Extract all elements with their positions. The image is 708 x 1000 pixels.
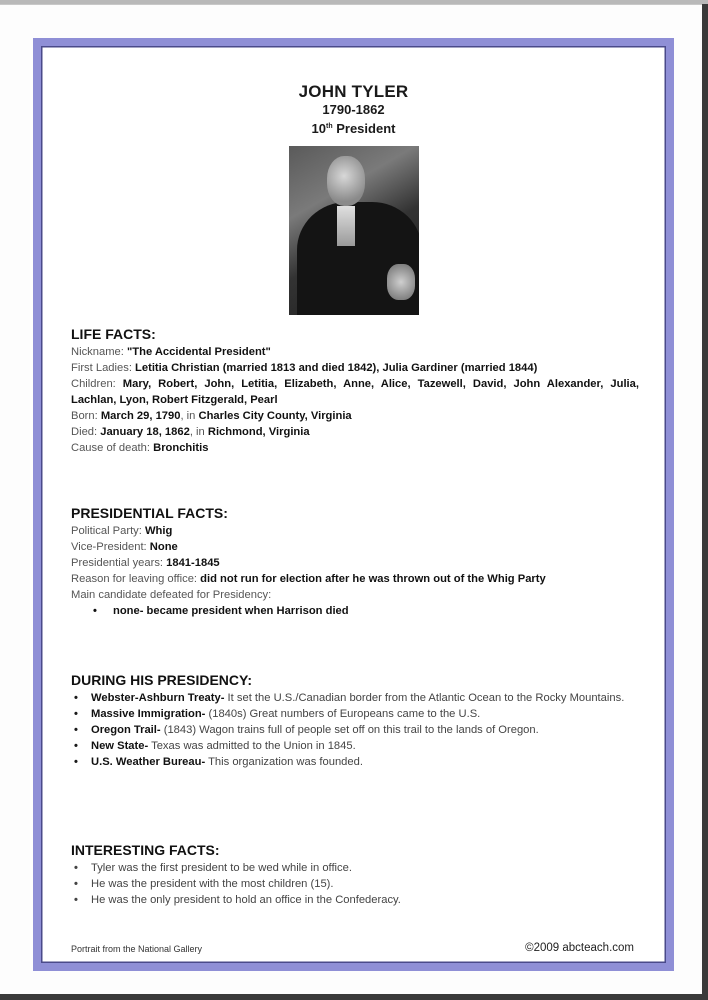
document-page [0,4,702,994]
list-item: • He was the president with the most children (15). [71,876,639,892]
nickname-label: Nickname: [71,346,127,358]
defeated-row [71,587,639,603]
years-value: 1841-1845 [166,557,220,569]
item-title: Webster-Ashburn Treaty- [91,692,225,704]
cause-of-death-row [71,440,639,456]
list-item [71,722,639,738]
reason-label: Reason for leaving office: [71,573,201,585]
born-place: Charles City County, Virginia [198,410,352,422]
reason-row [71,571,639,587]
nickname-row [71,344,639,360]
party-label: Political Party: [71,525,145,537]
nickname-value: "The Accidental President" [126,346,271,358]
presidential-facts-section [71,505,639,619]
life-facts-heading: LIFE FACTS: [71,326,156,342]
died-label: Died: [71,426,101,438]
children-row [71,376,639,408]
item-text: (1840s) Great numbers of Europeans came to the U.S. [205,708,481,720]
lifespan-years: 1790-1862 [322,102,385,117]
page-border-frame [33,38,674,971]
died-date: January 18, 1862 [100,426,190,438]
president-name: JOHN TYLER [298,82,409,101]
list-item [71,738,639,754]
presidential-facts-heading: PRESIDENTIAL FACTS: [71,505,228,521]
years-label: Presidential years: [71,557,167,569]
defeated-list [71,603,639,619]
cause-label: Cause of death: [71,442,154,454]
portrait-image [289,146,419,315]
first-ladies-label: First Ladies: [71,362,136,374]
born-row [71,408,639,424]
item-text: This organization was founded. [205,756,363,768]
died-in: , in [189,426,208,438]
during-presidency-heading: DURING HIS PRESIDENCY: [71,672,252,688]
copyright-notice: ©2009 abcteach.com [525,942,634,954]
ordinal-label: President [336,121,396,136]
vp-value: None [149,541,178,553]
item-title: Massive Immigration- [91,708,206,720]
portrait-credit: Portrait from the National Gallery [71,944,203,954]
first-ladies-row [71,360,639,376]
ordinal-number: 10 [311,121,326,136]
during-presidency-list [71,690,639,770]
item-text: It set the U.S./Canadian border from the Atlantic Ocean to the Rocky Mountains. [224,692,625,704]
list-item: • none- became president when Harrison died [71,603,639,619]
item-title: Oregon Trail- [91,724,161,736]
interesting-facts-heading: INTERESTING FACTS: [71,842,220,858]
presidential-years-row [71,555,639,571]
item-title: New State- [91,740,149,752]
president-ordinal [41,118,666,137]
item-title: U.S. Weather Bureau- [91,756,206,768]
first-ladies-value: Letitia Christian (married 1813 and died 1842), Julia Gardiner (married 1844) [135,362,538,374]
list-item [71,754,639,770]
party-value: Whig [145,525,173,537]
born-label: Born: [71,410,101,422]
life-facts-section [71,326,639,456]
portrait-figure-hand [387,264,415,300]
born-date: March 29, 1790 [100,410,181,422]
born-in: , in [180,410,199,422]
document-header [41,82,666,137]
item-text: Texas was admitted to the Union in 1845. [148,740,356,752]
vp-label: Vice-President: [71,541,150,553]
portrait-figure-shirt [337,206,355,246]
during-presidency-section [71,672,639,770]
vice-president-row [71,539,639,555]
list-item: • Tyler was the first president to be wed while in office. [71,860,639,876]
cause-value: Bronchitis [153,442,209,454]
children-value: Mary, Robert, John, Letitia, Elizabeth, Anne, Alice, Tazewell, David, John Alexander, Julia, Lachlan, Lyon, Robert Fitzgerald, Pearl [71,378,639,406]
died-place: Richmond, Virginia [207,426,310,438]
list-item: • He was the only president to hold an office in the Confederacy. [71,892,639,908]
interesting-facts-section [71,842,639,908]
children-label: Children: [71,378,123,390]
list-item [71,706,639,722]
ordinal-suffix: th [325,123,333,130]
list-item [71,690,639,706]
defeated-label: Main candidate defeated for Presidency: [71,589,272,601]
party-row [71,523,639,539]
interesting-facts-list [71,860,639,908]
portrait-figure-head [327,156,365,206]
reason-value: did not run for election after he was thrown out of the Whig Party [200,573,546,585]
item-text: (1843) Wagon trains full of people set off on this trail to the lands of Oregon. [160,724,539,736]
died-row [71,424,639,440]
